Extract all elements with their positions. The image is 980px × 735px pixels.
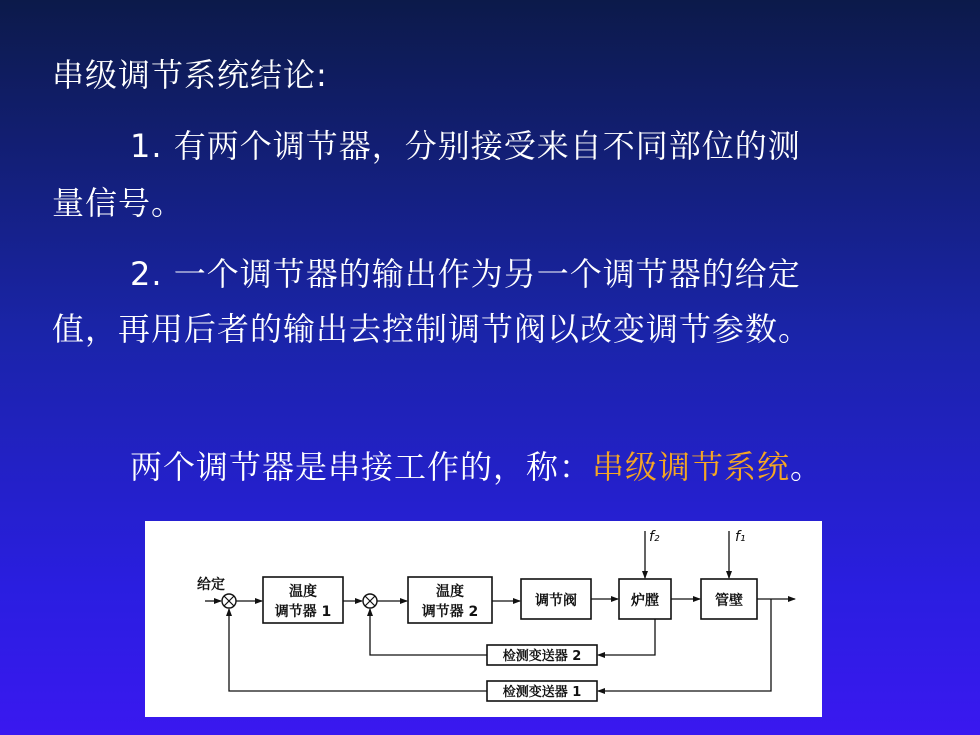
block-diagram-svg [145, 521, 822, 717]
slide-title: 串级调节系统结论: [52, 56, 328, 94]
controller-2-block [408, 577, 492, 623]
conclusion-prefix: 两个调节器是串接工作的，称： [130, 448, 593, 486]
transmitter-1-block [487, 681, 597, 701]
setpoint-label: 给定 [197, 577, 225, 593]
controller-1-label-line-1: 温度 [289, 584, 317, 600]
tube-wall-label: 管壁 [715, 593, 743, 609]
furnace-block [619, 579, 671, 619]
transmitter-2-label: 检测变送器 2 [502, 649, 582, 664]
conclusion-highlight: 串级调节系统 [592, 448, 791, 486]
disturbance-f2-label: f₂ [649, 529, 660, 545]
controller-1-block [263, 577, 343, 623]
transmitter-2-block [487, 645, 597, 665]
conclusion [130, 442, 823, 488]
summing-junction-1 [222, 594, 236, 608]
controller-2-label-line-2: 调节器 2 [421, 604, 479, 620]
valve-label: 调节阀 [535, 593, 577, 609]
valve-block [521, 579, 591, 619]
cascade-control-block-diagram [145, 521, 822, 717]
controller-1-label-line-2: 调节器 1 [274, 604, 332, 620]
disturbance-f1-label: f₁ [735, 529, 746, 545]
tube-wall-block [701, 579, 757, 619]
point-1-line-1: 1. 有两个调节器，分别接受来自不同部位的测 [130, 127, 801, 165]
controller-2-label-line-1: 温度 [436, 584, 464, 600]
transmitter-1-label: 检测变送器 1 [502, 685, 582, 700]
point-1-line-2: 量信号。 [52, 184, 185, 222]
point-2-line-1: 2. 一个调节器的输出作为另一个调节器的给定 [130, 255, 801, 293]
conclusion-suffix: 。 [790, 448, 824, 486]
summing-junction-2 [363, 594, 377, 608]
furnace-label: 炉膛 [631, 593, 659, 609]
point-2-line-2: 值，再用后者的输出去控制调节阀以改变调节参数。 [52, 310, 812, 348]
